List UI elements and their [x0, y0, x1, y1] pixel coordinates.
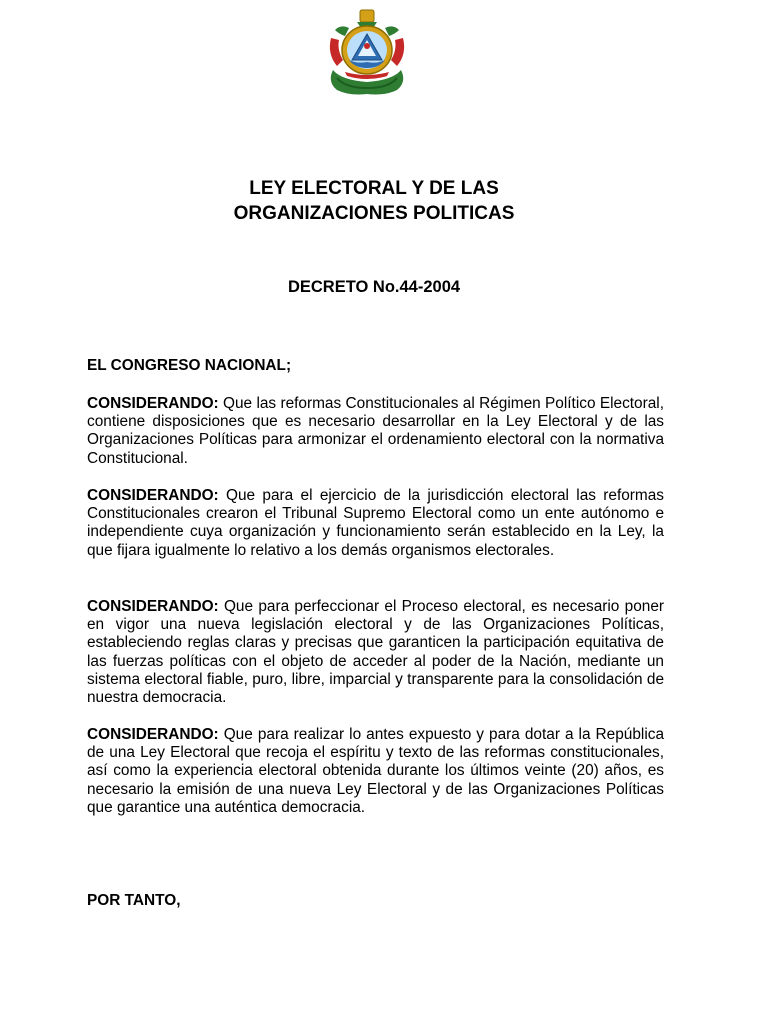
considerando-text: Que para el ejercicio de la jurisdicción electoral las reformas Constitucionales crearon el Tribunal Supremo Electoral como un ente autónomo e independiente cuya organización y funcionamiento serán establecido en la Ley, la que fijara igualmente lo relativo a los demás organismos electorales.: [87, 487, 664, 559]
considerando-paragraph-4: [87, 726, 664, 817]
por-tanto-heading: POR TANTO,: [87, 892, 181, 909]
coat-of-arms-icon: [327, 8, 407, 96]
considerando-text: Que las reformas Constitucionales al Régimen Político Electoral, contiene disposiciones que es necesario desarrollar en la Ley Electoral y de las Organizaciones Políticas para armonizar el ordenamiento electoral con la normativa Constitucional.: [87, 395, 664, 467]
considerando-label: CONSIDERANDO:: [87, 487, 219, 504]
considerando-paragraph-2: [87, 487, 664, 560]
title-line-2: ORGANIZACIONES POLITICAS: [233, 203, 515, 224]
title-line-1: LEY ELECTORAL Y DE LAS: [249, 178, 499, 199]
document-title: [0, 176, 748, 226]
considerando-label: CONSIDERANDO:: [87, 395, 219, 412]
considerando-paragraph-3: [87, 598, 664, 707]
considerando-paragraph-1: [87, 395, 664, 468]
decree-number: DECRETO No.44-2004: [287, 278, 461, 296]
considerando-label: CONSIDERANDO:: [87, 598, 219, 615]
congress-heading: EL CONGRESO NACIONAL;: [87, 357, 292, 374]
considerando-text: Que para perfeccionar el Proceso electoral, es necesario poner en vigor una nueva legislación electoral y de las Organizaciones Políticas, estableciendo reglas claras y precisas que garanticen la participación equitativa de las fuerzas políticas con el objeto de acceder al poder de la Nación, mediante un sistema electoral fiable, puro, libre, imparcial y transparente para la consolidación de nuestra democracia.: [87, 598, 664, 707]
considerando-label: CONSIDERANDO:: [87, 726, 219, 743]
considerando-text: Que para realizar lo antes expuesto y para dotar a la República de una Ley Electoral que recoja el espíritu y texto de las reformas constitucionales, así como la experiencia electoral obtenida durante los últimos veinte (20) años, es necesario la emisión de una nueva Ley Electoral y de las Organizaciones Políticas que garantice una auténtica democracia.: [87, 726, 664, 816]
